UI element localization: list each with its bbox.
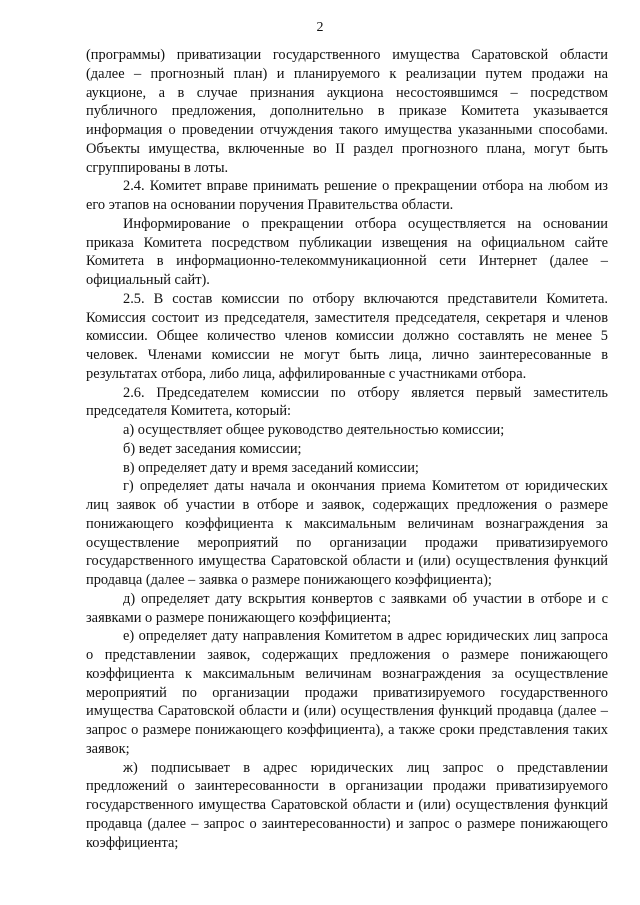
page-number: 2 — [316, 20, 324, 35]
list-item-e: е) определяет дату направления Комитетом в адрес юридических лиц запроса о представлении заявок, содержащих предложения о размере понижающего коэффициента к максимальным величинам вознаграждения за осуществление мероприятий по организации продажи приватизируемого государственного имущества Саратовской области и (или) осуществления функций продавца (далее – запрос о размере понижающего коэффициента), а также сроки представления таких заявок; — [86, 628, 608, 757]
list-item-d: д) определяет дату вскрытия конвертов с заявками об участии в отборе и с заявками о размере понижающего коэффициента; — [86, 590, 608, 626]
paragraph-informing: Информирование о прекращении отбора осуществляется на основании приказа Комитета посредством публикации извещения на официальном сайте Комитета в информационно-телекоммуникационной сети Интернет (далее – официальный сайт). — [86, 215, 608, 288]
list-item-a: а) осуществляет общее руководство деятельностью комиссии; — [123, 422, 505, 438]
list-item-g: г) определяет даты начала и окончания приема Комитетом от юридических лиц заявок об участии в отборе и заявок, содержащих предложения о размере понижающего коэффициента к максимальным величинам вознаграждения за осуществление мероприятий по организации продажи приватизируемого государственного имущества Саратовской области и (или) осуществления функций продавца (далее – заявка о размере понижающего коэффициента); — [86, 478, 608, 588]
paragraph-2-6: 2.6. Председателем комиссии по отбору является первый заместитель председателя Комитета, который: — [86, 384, 608, 420]
paragraph-2-5: 2.5. В состав комиссии по отбору включаются представители Комитета. Комиссия состоит из председателя, заместителя председателя, секретаря и членов комиссии. Общее количество членов комиссии должно составлять не менее 5 человек. Членами комиссии не могут быть лица, лично заинтересованные в результатах отбора, либо лица, аффилированные с участниками отбора. — [86, 290, 608, 382]
paragraph-continuation: (программы) приватизации государственного имущества Саратовской области (далее – прогнозный план) и планируемого к реализации путем продажи на аукционе, а в случае признания аукциона несостоявшимся – посредством публичного предложения, дополнительно в приказе Комитета указывается информация о проведении отчуждения такого имущества указанными способами. Объекты имущества, включенные во II раздел прогнозного плана, могут быть сгруппированы в лоты. — [86, 47, 608, 176]
list-item-v: в) определяет дату и время заседаний комиссии; — [123, 459, 419, 476]
paragraph-2-4: 2.4. Комитет вправе принимать решение о прекращении отбора на любом из его этапов на основании поручения Правительства области. — [86, 178, 608, 213]
document-body — [86, 46, 608, 852]
list-item-b: б) ведет заседания комиссии; — [123, 440, 302, 457]
list-item-zh: ж) подписывает в адрес юридических лиц запрос о представлении предложений о заинтересованности в организации продажи приватизируемого государственного имущества Саратовской области и (или) осуществления функций продавца (далее – запрос о заинтересованности) и запрос о размере понижающего коэффициента; — [86, 759, 608, 851]
